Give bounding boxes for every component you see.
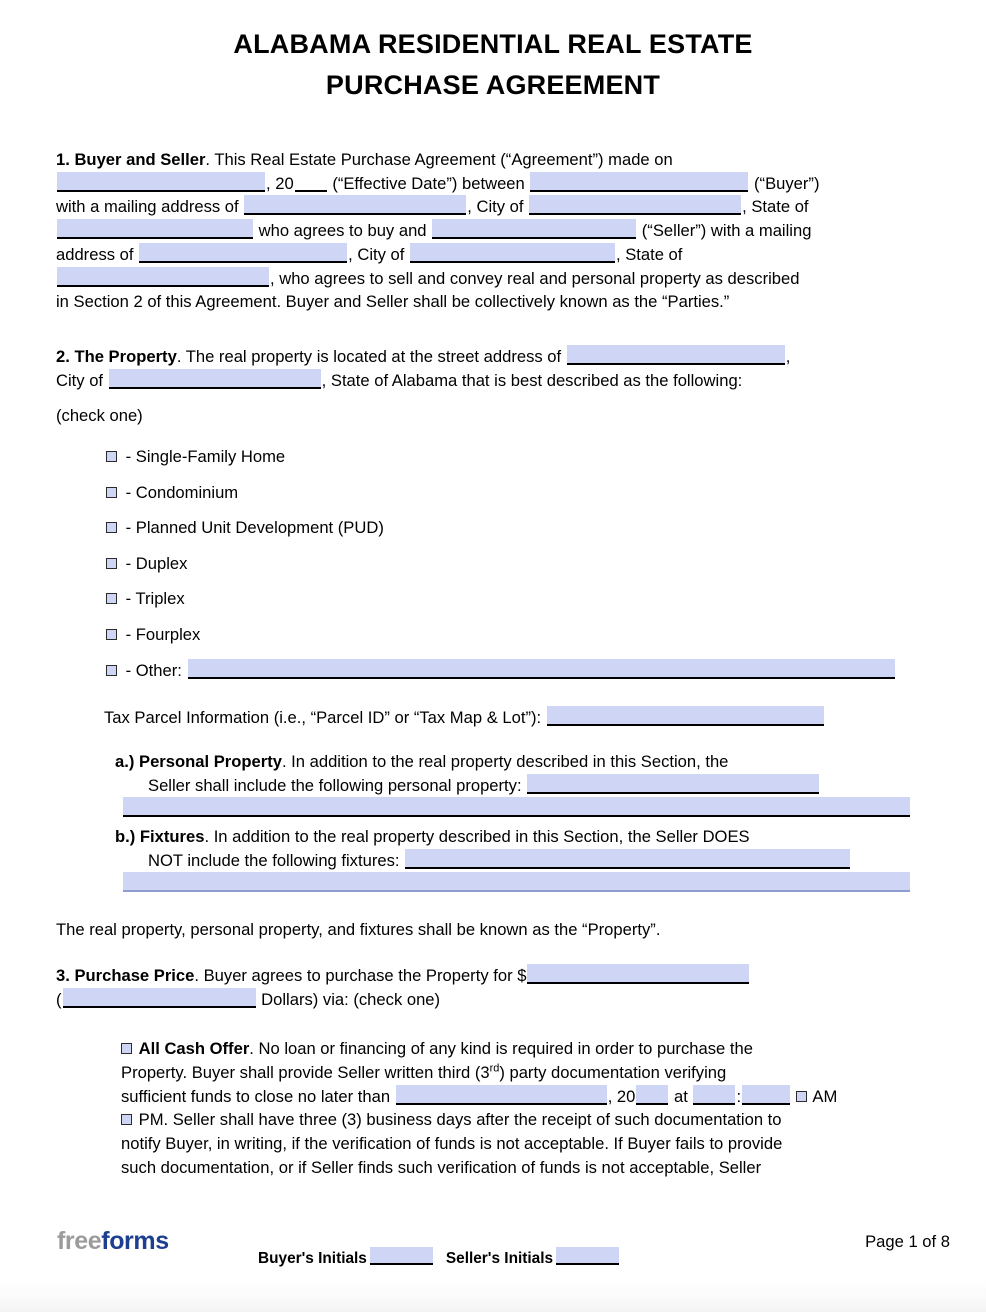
sub-a-heading: Personal Property <box>139 751 282 771</box>
section-1-text-14: in Section 2 of this Agreement. Buyer and Seller shall be collectively known as the “Parties.” <box>56 292 730 312</box>
section-2a-personal-property <box>56 750 914 797</box>
section-1-text-13: , who agrees to sell and convey real and personal property as described <box>270 268 800 288</box>
fixtures-field-line-2[interactable] <box>123 872 910 892</box>
checkbox-icon[interactable] <box>121 1043 132 1054</box>
all-cash-text-8: such documentation, or if Seller finds such verification of funds is not acceptable, Seller <box>121 1157 762 1177</box>
property-definition-line: The real property, personal property, and fixtures shall be known as the “Property”. <box>56 920 661 940</box>
property-type-options <box>56 443 914 692</box>
page-bottom-fade <box>0 1278 986 1312</box>
section-1-text-10: address of <box>56 244 134 264</box>
page-title <box>0 0 986 106</box>
option-label: - Fourplex <box>125 625 201 644</box>
section-1-text-3: (“Effective Date”) between <box>332 173 525 193</box>
property-type-option-fourplex[interactable] <box>56 621 914 657</box>
property-type-option-single-family-home[interactable] <box>56 443 914 479</box>
checkbox-icon[interactable] <box>106 629 117 640</box>
checkbox-icon[interactable] <box>106 487 117 498</box>
all-cash-text-4: , 20 <box>607 1086 636 1106</box>
section-3-text-3: Dollars) via: (check one) <box>261 989 441 1009</box>
personal-property-continuation-row <box>56 797 914 821</box>
sub-b-marker: b.) <box>115 827 136 846</box>
sub-b-heading: Fixtures <box>139 827 205 846</box>
section-1-text-11: , City of <box>348 244 405 264</box>
sub-b-text-2: NOT include the following fixtures: <box>148 850 400 870</box>
option-label: - Single-Family Home <box>125 447 286 467</box>
initials-row <box>258 1247 632 1268</box>
document-body <box>56 148 914 1179</box>
fixtures-continuation-row <box>56 872 914 896</box>
fixtures-field[interactable] <box>405 849 850 869</box>
freeforms-logo <box>57 1227 169 1256</box>
checkbox-icon[interactable] <box>796 1091 807 1102</box>
all-cash-offer-heading: All Cash Offer <box>138 1039 250 1059</box>
all-cash-text-7: notify Buyer, in writing, if the verification of funds is not acceptable. If Buyer fails to provide <box>121 1134 783 1154</box>
pm-label-and-text: PM. Seller shall have three (3) business days after the receipt of such documentation to <box>138 1110 782 1130</box>
seller-name-field[interactable] <box>432 219 636 239</box>
section-1-heading: 1. Buyer and Seller <box>56 150 206 169</box>
section-1-text-12: , State of <box>615 244 683 264</box>
checkbox-icon[interactable] <box>106 665 117 676</box>
option-label: - Other: <box>125 660 182 680</box>
all-cash-text-1: . No loan or financing of any kind is required in order to purchase the <box>249 1039 753 1059</box>
option-label: - Triplex <box>125 589 185 609</box>
all-cash-text-5: at <box>674 1086 688 1106</box>
buyer-city-field[interactable] <box>529 195 741 215</box>
all-cash-text-2b: ) party documentation verifying <box>499 1062 727 1082</box>
option-label: - Condominium <box>125 482 239 502</box>
section-1-text-5: with a mailing address of <box>56 197 239 217</box>
page-number: Page 1 of 8 <box>865 1232 950 1251</box>
section-2b-fixtures <box>56 825 914 872</box>
section-3-purchase-price <box>56 964 914 1011</box>
checkbox-icon[interactable] <box>121 1114 132 1125</box>
check-one-instruction: (check one) <box>56 406 143 426</box>
logo-text-free: free <box>57 1227 102 1255</box>
buyer-address-field[interactable] <box>244 195 466 215</box>
section-3-text-1: . Buyer agrees to purchase the Property for $ <box>194 965 527 985</box>
property-street-address-field[interactable] <box>567 345 785 365</box>
section-1-text-6: , City of <box>467 197 524 217</box>
seller-address-field[interactable] <box>139 243 347 263</box>
tax-parcel-field[interactable] <box>547 706 824 726</box>
property-type-option-other[interactable] <box>56 657 914 693</box>
section-1-text-8: who agrees to buy and <box>258 221 427 241</box>
ordinal-suffix: rd <box>489 1062 500 1075</box>
section-1-text-9: (“Seller”) with a mailing <box>641 221 812 241</box>
seller-state-field[interactable] <box>57 267 269 287</box>
buyer-state-field[interactable] <box>57 219 253 239</box>
am-label: AM <box>812 1086 838 1106</box>
sub-b-text-1: . In addition to the real property described in this Section, the Seller DOES <box>204 827 750 846</box>
section-1-text-4: (“Buyer”) <box>754 173 820 193</box>
close-date-field[interactable] <box>396 1085 607 1105</box>
all-cash-offer-option <box>56 1037 914 1179</box>
section-1-buyer-and-seller <box>56 148 914 314</box>
checkbox-icon[interactable] <box>106 451 117 462</box>
checkbox-icon[interactable] <box>106 558 117 569</box>
checkbox-icon[interactable] <box>106 522 117 533</box>
sub-a-text-2: Seller shall include the following personal property: <box>148 775 522 795</box>
property-type-option-planned-unit-development[interactable] <box>56 514 914 550</box>
section-2-heading: 2. The Property <box>56 346 177 366</box>
personal-property-field-line-2[interactable] <box>123 797 910 817</box>
logo-text-forms: forms <box>101 1227 169 1255</box>
property-type-other-field[interactable] <box>188 659 895 679</box>
property-type-option-duplex[interactable] <box>56 550 914 586</box>
seller-initials-field[interactable] <box>556 1247 619 1265</box>
property-city-field[interactable] <box>109 369 321 389</box>
purchase-price-numeric-field[interactable] <box>527 964 749 984</box>
property-type-option-triplex[interactable] <box>56 585 914 621</box>
buyer-initials-field[interactable] <box>370 1247 433 1265</box>
all-cash-text-6: : <box>736 1086 742 1106</box>
sub-a-marker: a.) <box>115 751 135 771</box>
section-1-text-1: . This Real Estate Purchase Agreement (“Agreement”) made on <box>205 150 673 169</box>
tax-parcel-label: Tax Parcel Information (i.e., “Parcel ID” or “Tax Map & Lot”): <box>104 708 542 728</box>
checkbox-icon[interactable] <box>106 593 117 604</box>
close-hour-field[interactable] <box>693 1085 735 1105</box>
section-1-text-2: , 20 <box>266 173 294 193</box>
purchase-price-words-field[interactable] <box>63 988 256 1008</box>
tax-parcel-row <box>56 706 914 730</box>
close-year-field[interactable] <box>636 1085 668 1105</box>
section-2-text-1: . The real property is located at the street address of <box>176 346 562 366</box>
effective-year-field[interactable] <box>295 172 327 192</box>
section-2-the-property <box>56 345 914 392</box>
buyer-name-field[interactable] <box>530 172 748 192</box>
section-2-text-2: , <box>785 346 791 366</box>
section-2-text-3: City of <box>56 370 104 390</box>
section-2-text-4: , State of Alabama that is best described as the following: <box>321 370 743 390</box>
all-cash-text-3: sufficient funds to close no later than <box>121 1086 391 1106</box>
page-footer <box>0 1218 986 1278</box>
seller-city-field[interactable] <box>410 243 615 263</box>
option-label: - Planned Unit Development (PUD) <box>125 518 384 538</box>
sub-a-text-1: . In addition to the real property described in this Section, the <box>281 751 729 771</box>
effective-date-field[interactable] <box>57 172 265 192</box>
section-3-text-2: ( <box>56 989 62 1009</box>
seller-initials-label: Seller's Initials <box>445 1250 554 1267</box>
section-3-heading: 3. Purchase Price <box>56 965 195 985</box>
title-line-2: PURCHASE AGREEMENT <box>325 70 661 101</box>
title-line-1: ALABAMA RESIDENTIAL REAL ESTATE <box>233 29 753 59</box>
buyer-initials-label: Buyer's Initials <box>258 1250 367 1267</box>
property-type-option-condominium[interactable] <box>56 479 914 515</box>
all-cash-text-2: Property. Buyer shall provide Seller written third (3 <box>121 1062 490 1082</box>
section-1-text-7: , State of <box>742 197 809 217</box>
option-label: - Duplex <box>125 553 188 573</box>
personal-property-field[interactable] <box>527 774 819 794</box>
close-minute-field[interactable] <box>742 1085 790 1105</box>
